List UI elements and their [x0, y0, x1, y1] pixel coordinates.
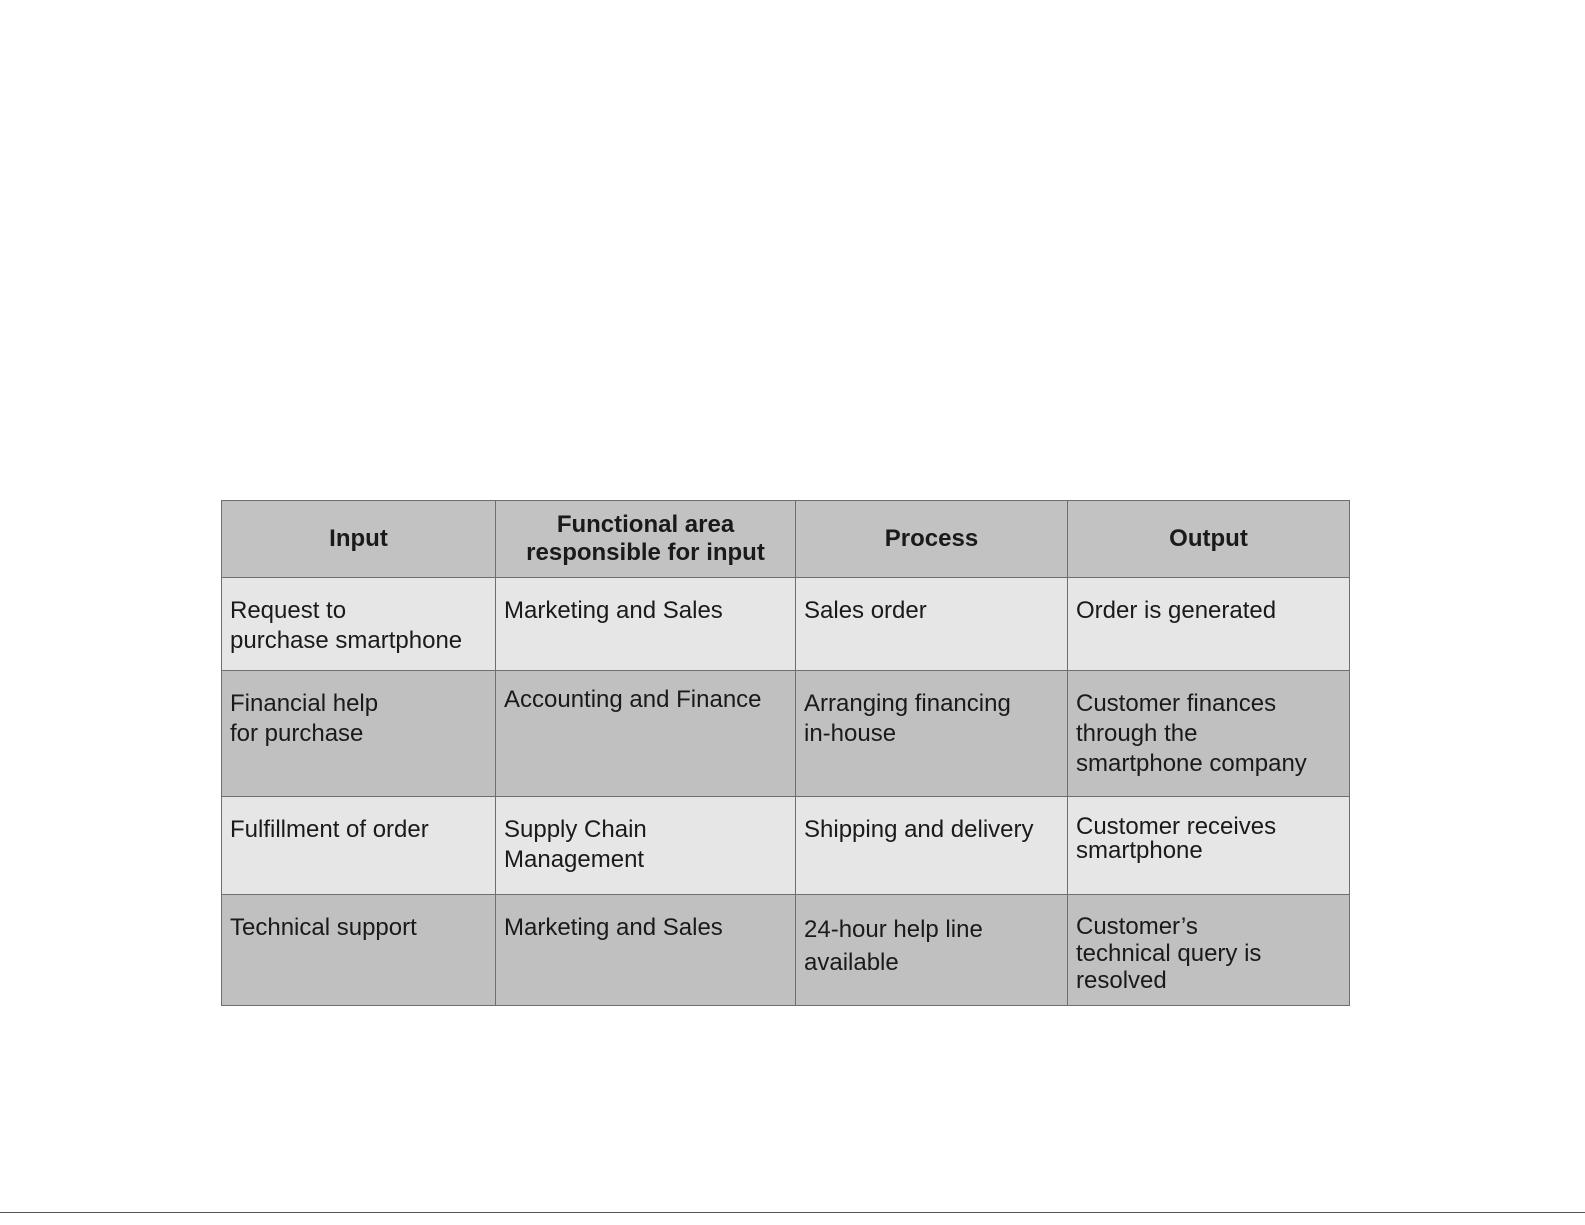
- table-row: [222, 797, 1350, 895]
- cell-output: Customer receives smartphone: [1068, 797, 1350, 895]
- process-table: [221, 500, 1350, 1006]
- cell-process: Arranging financing in-house: [796, 671, 1068, 797]
- cell-output: Order is generated: [1068, 578, 1350, 671]
- cell-functional-area: Supply Chain Management: [496, 797, 796, 895]
- table-row: [222, 671, 1350, 797]
- cell-functional-area: Accounting and Finance: [496, 671, 796, 797]
- cell-input: Fulfillment of order: [222, 797, 496, 895]
- header-process: Process: [796, 501, 1068, 578]
- cell-functional-area: Marketing and Sales: [496, 895, 796, 1006]
- table-row: [222, 895, 1350, 1006]
- cell-input: Request to purchase smartphone: [222, 578, 496, 671]
- table-header-row: [222, 501, 1350, 578]
- cell-output: Customer finances through the smartphone company: [1068, 671, 1350, 797]
- header-input: Input: [222, 501, 496, 578]
- cell-process: Sales order: [796, 578, 1068, 671]
- bottom-rule: [0, 1212, 1585, 1213]
- cell-functional-area: Marketing and Sales: [496, 578, 796, 671]
- cell-input: Financial help for purchase: [222, 671, 496, 797]
- table-row: [222, 578, 1350, 671]
- cell-process: 24-hour help line available: [796, 895, 1068, 1006]
- header-output: Output: [1068, 501, 1350, 578]
- header-functional-area: Functional area responsible for input: [496, 501, 796, 578]
- cell-input: Technical support: [222, 895, 496, 1006]
- cell-process: Shipping and delivery: [796, 797, 1068, 895]
- cell-output: Customer’s technical query is resolved: [1068, 895, 1350, 1006]
